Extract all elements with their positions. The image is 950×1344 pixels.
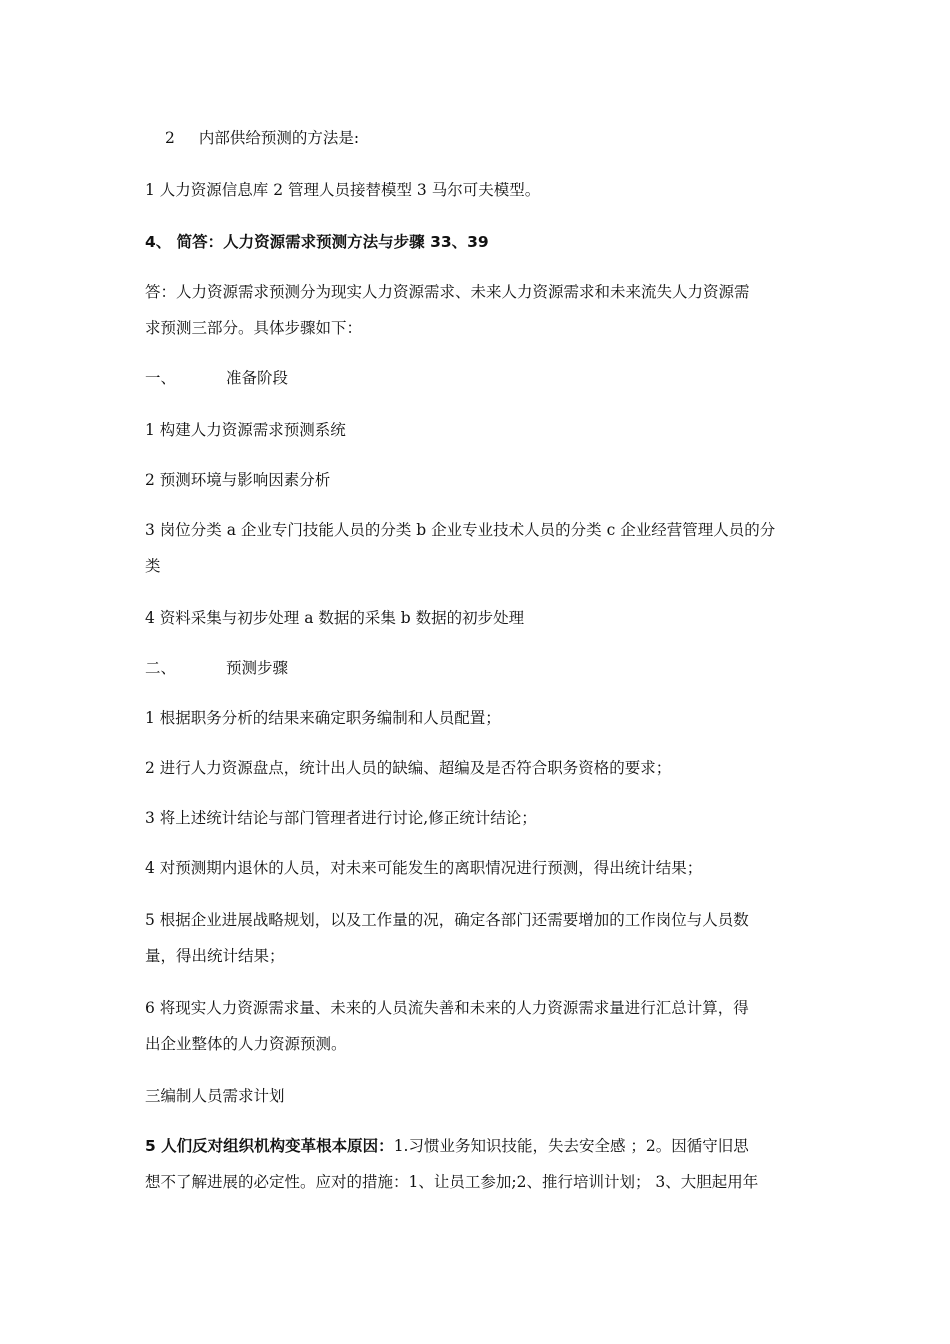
list-item: 2 进行人力资源盘点，统计出人员的缺编、超编及是否符合职务资格的要求； xyxy=(145,759,672,777)
list-item: 4 对预测期内退休的人员，对未来可能发生的离职情况进行预测，得出统计结果； xyxy=(145,859,703,877)
list-item-continuation: 类 xyxy=(145,557,161,575)
section-heading-4: 4、 简答：人力资源需求预测方法与步骤 33、39 xyxy=(145,233,489,251)
subheading-preparation xyxy=(145,368,810,388)
paragraph-internal-supply-methods xyxy=(165,128,830,148)
paragraph-text: 内部供给预测的方法是: xyxy=(198,129,360,147)
subheading-text: 准备阶段 xyxy=(226,369,289,387)
list-item: 5 根据企业进展战略规划，以及工作量的况，确定各部门还需要增加的工作岗位与人员数 xyxy=(145,911,749,929)
paragraph-resistance-reasons xyxy=(145,1136,810,1156)
subheading-text: 预测步骤 xyxy=(226,659,289,677)
subheading-steps xyxy=(145,658,810,678)
paragraph-answer-line-1: 答：人力资源需求预测分为现实人力资源需求、未来人力资源需求和未来流失人力资源需 xyxy=(145,283,750,301)
paragraph-resistance-continuation: 想不了解进展的必定性。应对的措施：1、让员工参加;2、推行培训计划； 3、大胆起用年 xyxy=(145,1173,759,1191)
list-item-continuation: 出企业整体的人力资源预测。 xyxy=(145,1035,347,1053)
list-item: 6 将现实人力资源需求量、未来的人员流失善和未来的人力资源需求量进行汇总计算，得 xyxy=(145,999,749,1017)
list-item: 2 预测环境与影响因素分析 xyxy=(145,471,331,489)
item-number: 2 xyxy=(165,129,175,147)
subheading-number: 一、 xyxy=(145,369,177,387)
list-item: 1 根据职务分析的结果来确定职务编制和人员配置； xyxy=(145,709,501,727)
list-item: 4 资料采集与初步处理 a 数据的采集 b 数据的初步处理 xyxy=(145,609,525,627)
paragraph-text: 1.习惯业务知识技能，失去安全感 ；2。因循守旧思 xyxy=(393,1137,749,1155)
paragraph-methods-list: 1 人力资源信息库 2 管理人员接替模型 3 马尔可夫模型。 xyxy=(145,181,541,199)
list-item: 1 构建人力资源需求预测系统 xyxy=(145,421,346,439)
question-heading: 5 人们反对组织机构变革根本原因： xyxy=(145,1137,394,1155)
list-item-continuation: 量，得出统计结果； xyxy=(145,947,285,965)
paragraph-answer-line-2: 求预测三部分。具体步骤如下： xyxy=(145,319,363,337)
list-item: 3 岗位分类 a 企业专门技能人员的分类 b 企业专业技术人员的分类 c 企业经营管理人员的分 xyxy=(145,521,776,539)
list-item: 3 将上述统计结论与部门管理者进行讨论,修正统计结论； xyxy=(145,809,537,827)
subheading-number: 二、 xyxy=(145,659,177,677)
subheading-demand-plan: 三编制人员需求计划 xyxy=(145,1087,285,1105)
